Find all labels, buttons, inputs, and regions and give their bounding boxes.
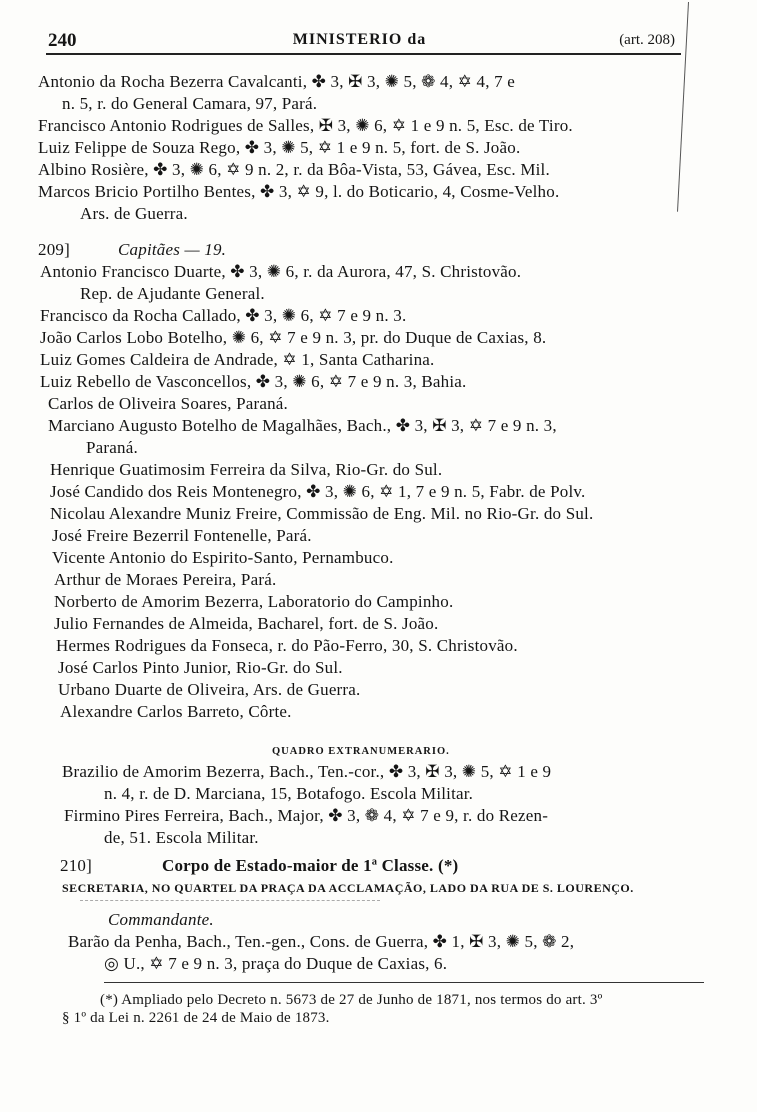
section-subtitle: SECRETARIA, NO QUARTEL DA PRAÇA DA ACCLAMAÇÃO, LADO DA RUA DE S. LOURENÇO. <box>62 881 634 895</box>
footnote-rule <box>104 982 704 983</box>
entry-line: Paraná. <box>86 438 138 457</box>
extranumerario-title: QUADRO EXTRANUMERARIO. <box>272 746 450 757</box>
entry-line: de, 51. Escola Militar. <box>104 828 259 847</box>
entry-line: Barão da Penha, Bach., Ten.-gen., Cons. de Guerra, ✤ 1, ✠ 3, ✺ 5, ❁ 2, <box>68 932 575 951</box>
entry-line: Arthur de Moraes Pereira, Pará. <box>54 570 277 589</box>
separator-rule <box>80 900 380 901</box>
entry-line: Norberto de Amorim Bezerra, Laboratorio do Campinho. <box>54 592 454 611</box>
section-title: Capitães — 19. <box>118 240 227 259</box>
entry-line: Marcos Bricio Portilho Bentes, ✤ 3, ✡ 9, l. do Boticario, 4, Cosme-Velho. <box>38 182 560 201</box>
entry-line: Antonio Francisco Duarte, ✤ 3, ✺ 6, r. da Aurora, 47, S. Christovão. <box>40 262 522 281</box>
entry-line: Vicente Antonio do Espirito-Santo, Pernambuco. <box>52 548 394 567</box>
entry-line: n. 5, r. do General Camara, 97, Pará. <box>62 94 318 113</box>
entry-line: Carlos de Oliveira Soares, Paraná. <box>48 394 289 413</box>
entry-line: Urbano Duarte de Oliveira, Ars. de Guerra. <box>58 680 361 699</box>
entry-line: Julio Fernandes de Almeida, Bacharel, fort. de S. João. <box>54 614 439 633</box>
entry-line: Henrique Guatimosim Ferreira da Silva, Rio-Gr. do Sul. <box>50 460 443 479</box>
header-rule <box>46 53 681 55</box>
article-reference: (art. 208) <box>619 32 675 48</box>
entry-line: José Freire Bezerril Fontenelle, Pará. <box>52 526 312 545</box>
entry-line: n. 4, r. de D. Marciana, 15, Botafogo. Escola Militar. <box>104 784 474 803</box>
entry-line: José Carlos Pinto Junior, Rio-Gr. do Sul. <box>58 658 343 677</box>
entry-line: Firmino Pires Ferreira, Bach., Major, ✤ 3, ❁ 4, ✡ 7 e 9, r. do Rezen- <box>64 806 549 825</box>
entry-line: Rep. de Ajudante General. <box>80 284 265 303</box>
entry-line: João Carlos Lobo Botelho, ✺ 6, ✡ 7 e 9 n. 3, pr. do Duque de Caxias, 8. <box>40 328 547 347</box>
section-number: 210] <box>60 856 92 875</box>
entry-line: ◎ U., ✡ 7 e 9 n. 3, praça do Duque de Caxias, 6. <box>104 954 448 973</box>
page-number: 240 <box>48 30 77 51</box>
running-title: MINISTERIO da <box>292 31 427 48</box>
footnote-line: § 1º da Lei n. 2261 de 24 de Maio de 1873. <box>62 1010 330 1026</box>
entry-line: Luiz Gomes Caldeira de Andrade, ✡ 1, Santa Catharina. <box>40 350 435 369</box>
entry-line: Ars. de Guerra. <box>80 204 188 223</box>
entry-line: José Candido dos Reis Montenegro, ✤ 3, ✺ 6, ✡ 1, 7 e 9 n. 5, Fabr. de Polv. <box>50 482 586 501</box>
entry-line: Marciano Augusto Botelho de Magalhães, Bach., ✤ 3, ✠ 3, ✡ 7 e 9 n. 3, <box>48 416 557 435</box>
entry-line: Brazilio de Amorim Bezerra, Bach., Ten.-cor., ✤ 3, ✠ 3, ✺ 5, ✡ 1 e 9 <box>62 762 552 781</box>
entry-line: Luiz Felippe de Souza Rego, ✤ 3, ✺ 5, ✡ 1 e 9 n. 5, fort. de S. João. <box>38 138 521 157</box>
entry-line: Alexandre Carlos Barreto, Côrte. <box>60 702 292 721</box>
entry-line: Albino Rosière, ✤ 3, ✺ 6, ✡ 9 n. 2, r. da Bôa-Vista, 53, Gávea, Esc. Mil. <box>38 160 550 179</box>
page-header <box>38 28 681 54</box>
entry-line: Francisco Antonio Rodrigues de Salles, ✠ 3, ✺ 6, ✡ 1 e 9 n. 5, Esc. de Tiro. <box>38 116 573 135</box>
entry-line: Francisco da Rocha Callado, ✤ 3, ✺ 6, ✡ 7 e 9 n. 3. <box>40 306 407 325</box>
entry-line: Luiz Rebello de Vasconcellos, ✤ 3, ✺ 6, ✡ 7 e 9 n. 3, Bahia. <box>40 372 467 391</box>
entry-line: Antonio da Rocha Bezerra Cavalcanti, ✤ 3, ✠ 3, ✺ 5, ❁ 4, ✡ 4, 7 e <box>38 72 515 91</box>
role-title: Commandante. <box>108 910 214 929</box>
entry-line: Hermes Rodrigues da Fonseca, r. do Pão-Ferro, 30, S. Christovão. <box>56 636 518 655</box>
entry-line: Nicolau Alexandre Muniz Freire, Commissão de Eng. Mil. no Rio-Gr. do Sul. <box>50 504 594 523</box>
section-number: 209] <box>38 240 70 259</box>
section-title: Corpo de Estado-maior de 1ª Classe. (*) <box>162 856 459 875</box>
footnote-line: (*) Ampliado pelo Decreto n. 5673 de 27 de Junho de 1871, nos termos do art. 3º <box>100 992 603 1008</box>
